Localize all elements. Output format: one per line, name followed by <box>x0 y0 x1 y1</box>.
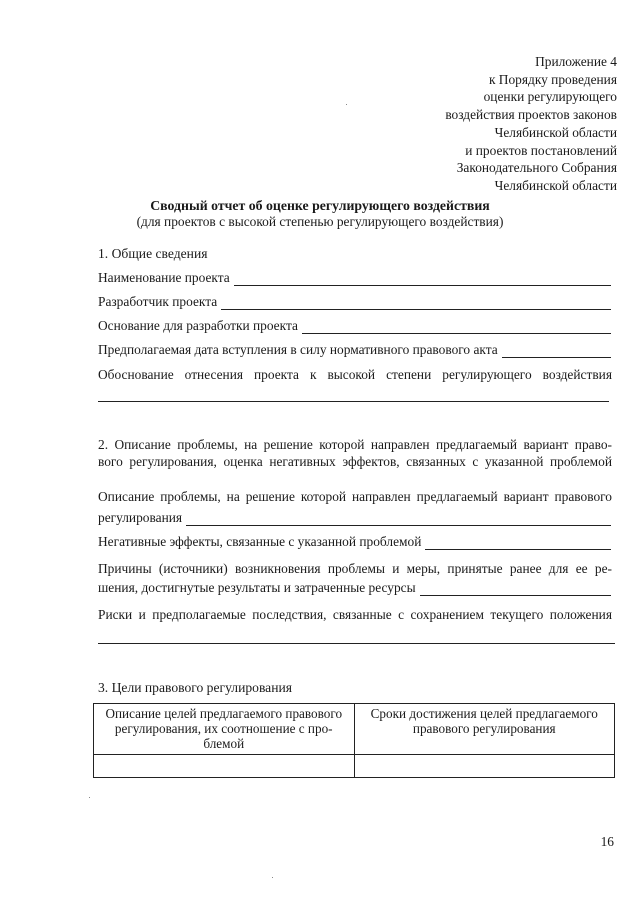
appendix-line: воздействия проектов законов <box>445 107 617 123</box>
problem-description-line1: Описание проблемы, на решение которой направлен предлагаемый вариант правового <box>98 489 612 504</box>
field-input-line[interactable] <box>186 513 611 526</box>
page-number: 16 <box>600 834 614 849</box>
justification-text: Обоснование отнесения проекта к высокой степени регулирующего воздействия <box>98 367 612 382</box>
appendix-line: к Порядку проведения <box>488 71 617 87</box>
field-causes <box>98 580 611 596</box>
field-label: регулирования <box>98 510 183 525</box>
goals-table <box>93 703 615 778</box>
table-row <box>94 755 615 778</box>
justification-input-line[interactable] <box>98 401 609 402</box>
section3-heading: 3. Цели правового регулирования <box>98 680 293 695</box>
appendix-line: Челябинской области <box>494 177 617 193</box>
appendix-block <box>445 53 617 195</box>
table-header-goals-deadlines: Сроки достижения целей предлагаемого правового регулирования <box>354 704 615 755</box>
field-label: Наименование проекта <box>98 270 230 285</box>
table-header-row <box>94 704 615 755</box>
field-label: Предполагаемая дата вступления в силу нормативного правового акта <box>98 342 498 357</box>
field-project-name <box>98 270 611 286</box>
appendix-line: и проектов постановлений <box>465 142 617 158</box>
field-input-line[interactable] <box>502 345 611 358</box>
field-input-line[interactable] <box>234 273 611 286</box>
appendix-line: Приложение 4 <box>535 54 617 69</box>
field-input-line[interactable] <box>420 583 611 596</box>
table-header-goals-description: Описание целей предлагаемого правового регулирования, их соотношение с про-блемой <box>94 704 355 755</box>
appendix-line: Челябинской области <box>494 124 617 140</box>
causes-line1: Причины (источники) возникновения проблемы и меры, принятые ранее для ее ре- <box>98 561 612 576</box>
field-label: Разработчик проекта <box>98 294 218 309</box>
risks-text: Риски и предполагаемые последствия, связанные с сохранением текущего положения <box>98 607 612 622</box>
table-cell[interactable] <box>354 755 615 778</box>
field-input-line[interactable] <box>302 321 611 334</box>
field-project-developer <box>98 294 611 310</box>
field-input-line[interactable] <box>221 297 611 310</box>
table-cell[interactable] <box>94 755 355 778</box>
field-effective-date <box>98 342 611 358</box>
section2-heading-line1: 2. Описание проблемы, на решение которой направлен предлагаемый вариант право- <box>98 437 612 452</box>
section1-heading: 1. Общие сведения <box>98 246 208 261</box>
scan-speck <box>346 104 347 105</box>
section2-heading-line2: вого регулирования, оценка негативных эффектов, связанных с указанной проблемой <box>98 454 612 469</box>
field-negative-effects <box>98 534 611 550</box>
appendix-line: оценки регулирующего <box>483 89 617 105</box>
appendix-line: Законодательного Собрания <box>456 160 617 176</box>
field-label: Основание для разработки проекта <box>98 318 298 333</box>
field-development-basis <box>98 318 611 334</box>
field-label: Негативные эффекты, связанные с указанной проблемой <box>98 534 422 549</box>
field-problem-description <box>98 510 611 526</box>
scan-speck <box>89 797 90 798</box>
report-title: Сводный отчет об оценке регулирующего воздействия <box>150 198 490 213</box>
scan-speck <box>272 877 273 878</box>
risks-input-line[interactable] <box>98 643 615 644</box>
report-subtitle: (для проектов с высокой степенью регулирующего воздействия) <box>136 214 504 229</box>
field-label: шения, достигнутые результаты и затраченные ресурсы <box>98 580 416 595</box>
field-input-line[interactable] <box>425 537 611 550</box>
